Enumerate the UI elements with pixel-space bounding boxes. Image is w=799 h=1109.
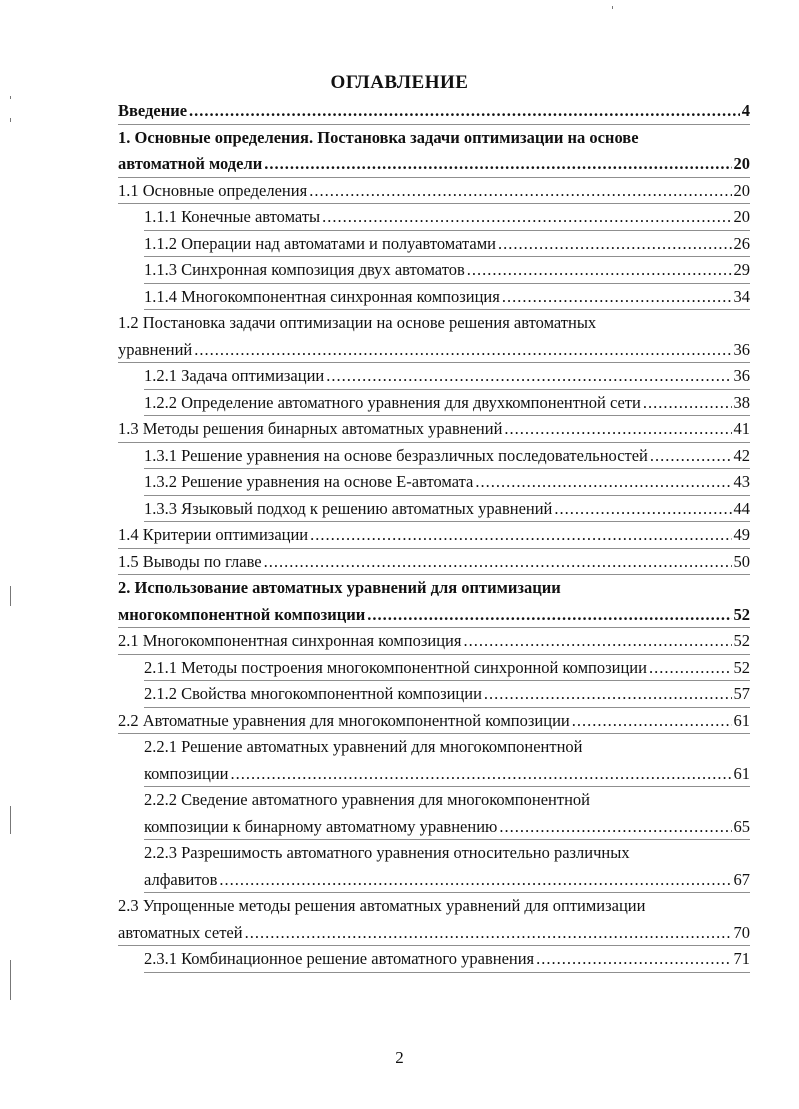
toc-entry-page: 52 bbox=[733, 631, 750, 650]
toc-entry-title-line: 2.2.1 Решение автоматных уравнений для многокомпонентной bbox=[144, 737, 583, 756]
toc-entry-page: 34 bbox=[733, 286, 750, 306]
toc-entry-page: 41 bbox=[733, 419, 750, 438]
toc-entry-label: 1.1.2 Операции над автоматами и полуавтоматами bbox=[144, 233, 496, 253]
dot-leader bbox=[650, 443, 732, 470]
toc-entry-row bbox=[144, 284, 750, 311]
toc-entry bbox=[118, 840, 750, 893]
toc-entry-page: 42 bbox=[733, 445, 750, 465]
toc-entry-label: автоматной модели bbox=[118, 154, 263, 173]
toc-entry-label: 1.4 Критерии оптимизации bbox=[118, 525, 309, 544]
toc-entry bbox=[118, 310, 750, 363]
toc-entry-row bbox=[144, 204, 750, 231]
toc-entry-label: многокомпонентной композиции bbox=[118, 604, 366, 624]
toc-entry-label: 2.1 Многокомпонентная синхронная композиция bbox=[118, 631, 462, 650]
toc-entry-row bbox=[118, 920, 750, 947]
scan-artifact bbox=[612, 6, 613, 9]
toc-entry bbox=[118, 681, 750, 708]
dot-leader bbox=[189, 98, 740, 125]
dot-leader bbox=[502, 284, 732, 311]
toc-entry-row bbox=[118, 416, 750, 443]
dot-leader bbox=[475, 469, 731, 496]
toc-entry-title-line: 2.2.3 Разрешимость автоматного уравнения относительно различных bbox=[144, 843, 630, 862]
toc-entry bbox=[118, 575, 750, 628]
table-of-contents bbox=[118, 98, 750, 973]
toc-entry-row bbox=[118, 708, 750, 735]
dot-leader bbox=[643, 390, 732, 417]
toc-entry-title-line: 2. Использование автоматных уравнений для оптимизации bbox=[118, 578, 561, 597]
toc-entry-row bbox=[144, 681, 750, 708]
toc-entry bbox=[118, 496, 750, 523]
toc-entry-row bbox=[144, 231, 750, 258]
toc-entry bbox=[118, 363, 750, 390]
toc-entry bbox=[118, 946, 750, 973]
scan-artifact bbox=[10, 960, 11, 1000]
toc-entry-page: 61 bbox=[733, 763, 750, 783]
dot-leader bbox=[309, 178, 731, 205]
toc-entry-row bbox=[144, 814, 750, 841]
toc-entry-page: 50 bbox=[733, 551, 750, 571]
toc-entry-row bbox=[144, 257, 750, 284]
toc-entry-page: 49 bbox=[733, 525, 750, 544]
dot-leader bbox=[245, 920, 732, 947]
toc-entry bbox=[118, 655, 750, 682]
toc-entry bbox=[118, 443, 750, 470]
toc-entry-page: 4 bbox=[741, 101, 750, 120]
toc-entry-page: 70 bbox=[733, 922, 750, 942]
dot-leader bbox=[230, 761, 731, 788]
toc-entry-title-line: 1. Основные определения. Постановка задачи оптимизации на основе bbox=[118, 127, 639, 147]
dot-leader bbox=[498, 231, 732, 258]
toc-entry-label: 1.5 Выводы по главе bbox=[118, 551, 262, 571]
dot-leader bbox=[499, 814, 731, 841]
toc-entry-row bbox=[118, 602, 750, 629]
toc-entry-page: 44 bbox=[733, 498, 750, 518]
toc-entry-row bbox=[118, 337, 750, 364]
toc-entry bbox=[118, 549, 750, 576]
toc-entry-label: 1.3.1 Решение уравнения на основе безразличных последовательностей bbox=[144, 445, 648, 465]
dot-leader bbox=[649, 655, 732, 682]
toc-entry-page: 36 bbox=[733, 339, 750, 359]
toc-entry-row bbox=[144, 496, 750, 523]
toc-entry-page: 57 bbox=[733, 684, 750, 703]
toc-entry-row bbox=[118, 98, 750, 125]
toc-entry-label: 2.1.2 Свойства многокомпонентной композиции bbox=[144, 684, 482, 703]
toc-entry-row bbox=[144, 443, 750, 470]
toc-entry bbox=[118, 522, 750, 549]
page-number: 2 bbox=[395, 1048, 404, 1067]
toc-entry bbox=[118, 893, 750, 946]
dot-leader bbox=[536, 946, 731, 973]
toc-entry-label: 1.1.4 Многокомпонентная синхронная композиция bbox=[144, 286, 500, 306]
dot-leader bbox=[322, 204, 731, 231]
toc-entry bbox=[118, 178, 750, 205]
toc-entry-row bbox=[144, 469, 750, 496]
toc-entry-row bbox=[118, 628, 750, 655]
toc-entry bbox=[118, 708, 750, 735]
dot-leader bbox=[572, 708, 732, 735]
toc-entry-page: 38 bbox=[733, 392, 750, 412]
toc-entry bbox=[118, 734, 750, 787]
dot-leader bbox=[264, 549, 732, 576]
toc-entry-label: 1.1 Основные определения bbox=[118, 180, 308, 200]
toc-entry bbox=[118, 390, 750, 417]
toc-entry-page: 52 bbox=[733, 604, 750, 624]
toc-entry-page: 65 bbox=[733, 816, 750, 836]
dot-leader bbox=[484, 681, 732, 708]
toc-entry-label: 2.1.1 Методы построения многокомпонентной синхронной композиции bbox=[144, 657, 647, 677]
toc-entry-page: 43 bbox=[733, 472, 750, 491]
toc-entry-label: 2.2 Автоматные уравнения для многокомпонентной композиции bbox=[118, 710, 570, 730]
dot-leader bbox=[326, 363, 731, 390]
toc-entry-row bbox=[144, 867, 750, 894]
scan-artifact bbox=[10, 96, 11, 99]
toc-entry-label: композиции bbox=[144, 763, 229, 783]
dot-leader bbox=[310, 522, 731, 549]
toc-entry-label: 1.2.1 Задача оптимизации bbox=[144, 366, 325, 385]
toc-entry-row bbox=[144, 390, 750, 417]
toc-entry bbox=[118, 231, 750, 258]
dot-leader bbox=[367, 602, 731, 629]
toc-entry-page: 29 bbox=[733, 260, 750, 279]
toc-entry-label: 1.3.2 Решение уравнения на основе E-автомата bbox=[144, 472, 474, 491]
toc-entry-title-line: 1.2 Постановка задачи оптимизации на основе решения автоматных bbox=[118, 313, 597, 332]
toc-entry-label: алфавитов bbox=[144, 869, 218, 889]
toc-entry bbox=[118, 416, 750, 443]
scan-artifact bbox=[10, 586, 11, 606]
toc-entry bbox=[118, 98, 750, 125]
entry-underline bbox=[144, 972, 750, 973]
dot-leader bbox=[264, 151, 731, 178]
toc-title: ОГЛАВЛЕНИЕ bbox=[330, 72, 469, 93]
toc-entry-label: 1.3.3 Языковый подход к решению автоматных уравнений bbox=[144, 498, 553, 518]
toc-entry-label: Введение bbox=[118, 101, 188, 120]
toc-entry-row bbox=[144, 363, 750, 390]
toc-entry-label: 1.2.2 Определение автоматного уравнения для двухкомпонентной сети bbox=[144, 392, 641, 412]
toc-entry-title-line: 2.2.2 Сведение автоматного уравнения для многокомпонентной bbox=[144, 790, 590, 809]
toc-entry-page: 52 bbox=[733, 657, 750, 677]
toc-entry-page: 36 bbox=[733, 366, 750, 385]
toc-entry bbox=[118, 787, 750, 840]
toc-entry-row bbox=[144, 761, 750, 788]
toc-entry bbox=[118, 284, 750, 311]
toc-entry bbox=[118, 628, 750, 655]
toc-entry bbox=[118, 204, 750, 231]
toc-entry bbox=[118, 469, 750, 496]
toc-entry-label: композиции к бинарному автоматному уравнению bbox=[144, 816, 498, 836]
toc-entry-label: 1.3 Методы решения бинарных автоматных уравнений bbox=[118, 419, 503, 438]
toc-entry-row bbox=[144, 655, 750, 682]
scan-artifact bbox=[10, 118, 11, 122]
dot-leader bbox=[219, 867, 731, 894]
toc-entry-row bbox=[144, 946, 750, 973]
toc-entry-page: 20 bbox=[733, 207, 750, 226]
dot-leader bbox=[463, 628, 731, 655]
toc-entry-label: 1.1.1 Конечные автоматы bbox=[144, 207, 321, 226]
toc-entry-row bbox=[118, 522, 750, 549]
toc-entry-page: 71 bbox=[733, 949, 750, 968]
dot-leader bbox=[504, 416, 731, 443]
toc-entry-page: 20 bbox=[733, 180, 750, 200]
toc-entry-label: уравнений bbox=[118, 339, 193, 359]
toc-entry-row bbox=[118, 178, 750, 205]
toc-entry-page: 26 bbox=[733, 233, 750, 253]
toc-entry-page: 61 bbox=[733, 710, 750, 730]
dot-leader bbox=[194, 337, 731, 364]
dot-leader bbox=[554, 496, 731, 523]
toc-entry-page: 20 bbox=[733, 154, 750, 173]
dot-leader bbox=[467, 257, 732, 284]
toc-entry-title-line: 2.3 Упрощенные методы решения автоматных уравнений для оптимизации bbox=[118, 896, 646, 915]
toc-entry-page: 67 bbox=[733, 869, 750, 889]
toc-entry-label: автоматных сетей bbox=[118, 922, 243, 942]
scan-artifact bbox=[10, 806, 11, 834]
toc-entry-label: 2.3.1 Комбинационное решение автоматного уравнения bbox=[144, 949, 535, 968]
toc-entry-row bbox=[118, 151, 750, 178]
toc-entry bbox=[118, 125, 750, 178]
toc-entry-row bbox=[118, 549, 750, 576]
toc-entry bbox=[118, 257, 750, 284]
toc-entry-label: 1.1.3 Синхронная композиция двух автоматов bbox=[144, 260, 465, 279]
